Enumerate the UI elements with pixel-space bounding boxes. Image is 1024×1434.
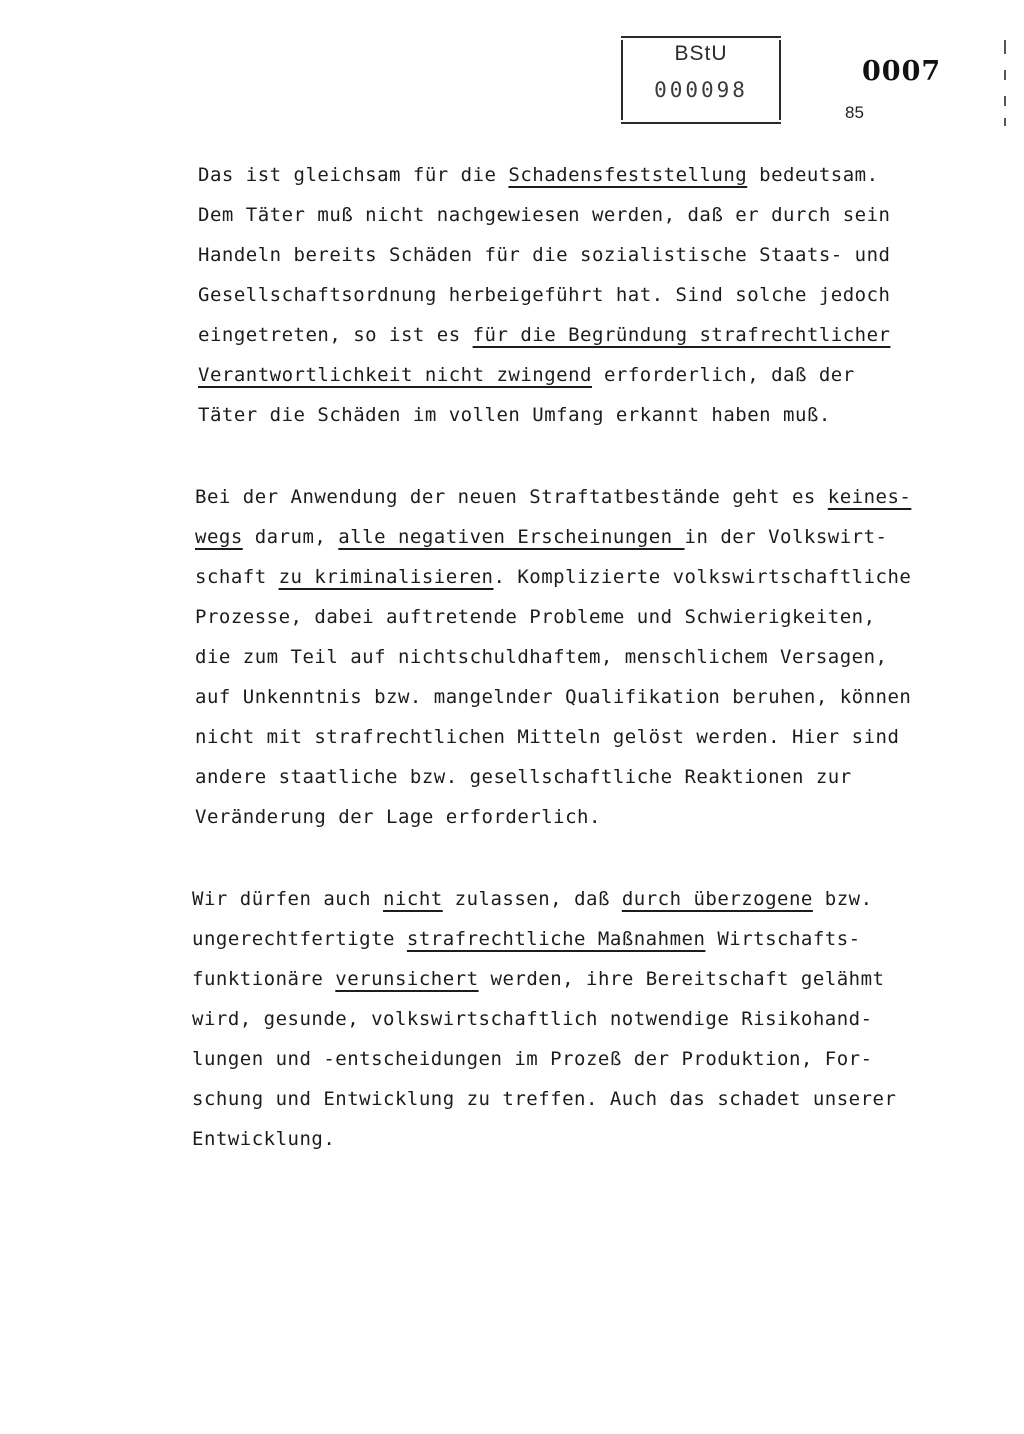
text-segment: Das ist gleichsam für die xyxy=(198,164,509,186)
text-segment: eingetreten, so ist es xyxy=(198,324,473,346)
text-segment: nicht mit strafrechtlichen Mitteln gelöst werden. Hier sind xyxy=(195,726,900,748)
underlined-phrase: Verantwortlichkeit nicht zwingend xyxy=(198,364,592,386)
text-line xyxy=(195,766,852,788)
text-segment: in der Volkswirt- xyxy=(684,526,888,548)
folio-number: 0007 xyxy=(862,56,942,87)
underlined-phrase: alle negativen Erscheinungen xyxy=(338,526,685,548)
text-segment: Bei der Anwendung der neuen Straftatbestände geht es xyxy=(195,486,828,508)
text-segment: auf Unkenntnis bzw. mangelnder Qualifikation beruhen, können xyxy=(195,686,912,708)
text-segment: Prozesse, dabei auftretende Probleme und Schwierigkeiten, xyxy=(195,606,876,628)
text-line xyxy=(198,244,890,266)
text-segment: die zum Teil auf nichtschuldhaftem, menschlichem Versagen, xyxy=(195,646,888,668)
text-segment: Handeln bereits Schäden für die sozialistische Staats- und xyxy=(198,244,891,266)
text-line xyxy=(192,888,873,910)
text-line xyxy=(192,1128,335,1150)
text-segment: funktionäre xyxy=(192,968,336,990)
text-line xyxy=(192,1008,873,1030)
text-line xyxy=(198,324,890,346)
underlined-phrase: nicht xyxy=(383,888,443,910)
text-segment: darum, xyxy=(242,526,339,548)
text-segment: werden, ihre Bereitschaft gelähmt xyxy=(478,968,885,990)
stamp-border-bottom xyxy=(621,122,781,124)
text-line xyxy=(195,526,887,548)
text-line xyxy=(195,566,911,588)
text-line xyxy=(198,204,890,226)
text-segment: schaft xyxy=(195,566,279,588)
text-segment: zulassen, daß xyxy=(442,888,622,910)
underlined-phrase: wegs xyxy=(195,526,243,548)
text-segment: Dem Täter muß nicht nachgewiesen werden, daß er durch sein xyxy=(198,204,891,226)
text-segment: bedeutsam. xyxy=(747,164,879,186)
text-line xyxy=(195,646,887,668)
text-line xyxy=(192,968,885,990)
text-segment: ungerechtfertigte xyxy=(192,928,407,950)
text-line xyxy=(198,284,890,306)
edge-mark xyxy=(1004,70,1006,80)
underlined-phrase: verunsichert xyxy=(335,968,479,990)
underlined-phrase: zu kriminalisieren xyxy=(278,566,494,588)
text-segment: Täter die Schäden im vollen Umfang erkannt haben muß. xyxy=(198,404,831,426)
underlined-phrase: keines- xyxy=(827,486,912,508)
text-segment: Gesellschaftsordnung herbeigeführt hat. Sind solche jedoch xyxy=(198,284,891,306)
text-segment: . Komplizierte volkswirtschaftliche xyxy=(493,566,912,588)
text-segment: Entwicklung. xyxy=(192,1128,336,1150)
stamp-number: 000098 xyxy=(654,78,748,102)
text-line xyxy=(192,1088,896,1110)
text-segment: wird, gesunde, volkswirtschaftlich notwendige Risikohand- xyxy=(192,1008,873,1030)
underlined-phrase: durch überzogene xyxy=(621,888,813,910)
text-line xyxy=(192,1048,873,1070)
archive-stamp xyxy=(621,36,781,124)
underlined-phrase: strafrechtliche Maßnahmen xyxy=(406,928,706,950)
edge-mark xyxy=(1004,40,1006,54)
text-line xyxy=(195,486,911,508)
text-segment: Wirtschafts- xyxy=(705,928,861,950)
text-segment: Veränderung der Lage erforderlich. xyxy=(195,806,601,828)
underlined-phrase: Schadensfeststellung xyxy=(508,164,748,186)
text-line xyxy=(198,364,855,386)
stamp-border-top xyxy=(621,36,781,38)
text-segment: Wir dürfen auch xyxy=(192,888,384,910)
text-line xyxy=(195,806,601,828)
underlined-phrase: für die Begründung strafrechtlicher xyxy=(472,324,891,346)
text-line xyxy=(195,686,911,708)
page-number: 85 xyxy=(845,103,864,122)
edge-mark xyxy=(1004,96,1006,106)
text-line xyxy=(195,726,899,748)
text-line xyxy=(198,404,831,426)
text-line xyxy=(195,606,876,628)
text-segment: schung und Entwicklung zu treffen. Auch das schadet unserer xyxy=(192,1088,897,1110)
text-segment: erforderlich, daß der xyxy=(592,364,855,386)
text-segment: lungen und -entscheidungen im Prozeß der Produktion, For- xyxy=(192,1048,873,1070)
text-segment: bzw. xyxy=(812,888,873,910)
text-line xyxy=(198,164,879,186)
text-line xyxy=(192,928,861,950)
stamp-title: BStU xyxy=(674,42,728,65)
edge-mark xyxy=(1004,118,1006,126)
text-segment: andere staatliche bzw. gesellschaftliche Reaktionen zur xyxy=(195,766,852,788)
